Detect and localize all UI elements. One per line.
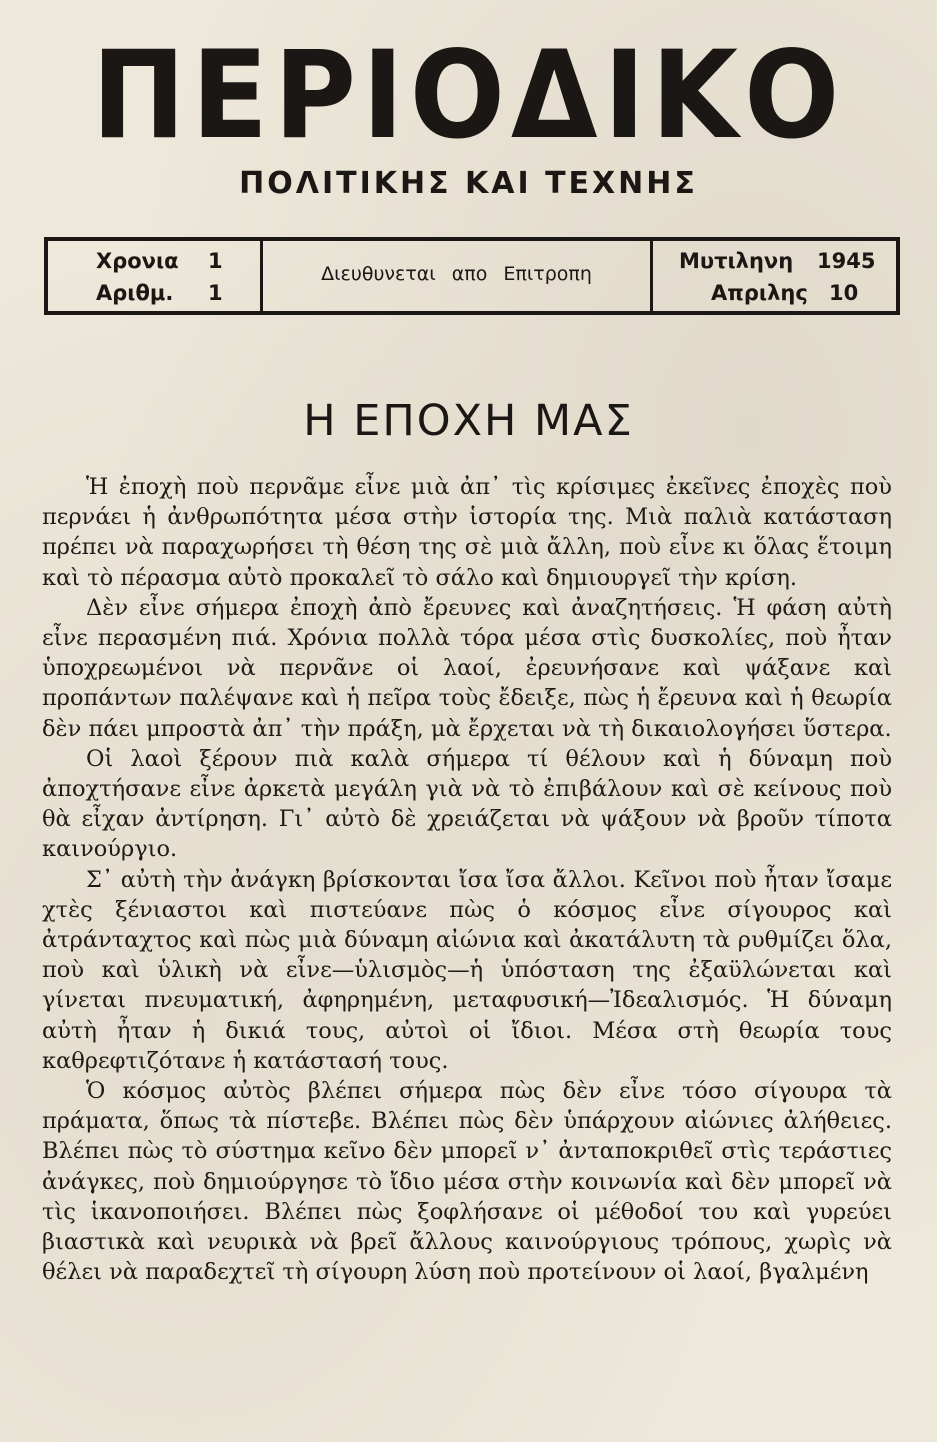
issue-year: 1945 [817, 249, 876, 273]
article-headline: Η ΕΠΟΧΗ ΜΑΣ [303, 396, 634, 446]
article-paragraph: Σ᾽ αὐτὴ τὴν ἀνάγκη βρίσκονται ἴσα ἴσα ἄλλοι. Κεῖνοι ποὺ ἦταν ἴσαμε χτὲς ξένιαστοι καὶ πιστεύανε πὼς ὁ κόσμος εἶνε σίγουρος καὶ ἀτράνταχτος καὶ πὼς μιὰ δύναμη αἰώνια καὶ ἀκατάλυτη τὰ ρυθμίζει ὅλα, ποὺ καὶ ὑλικὴ νὰ εἶνε—ὑλισμὸς—ἡ ὑπόσταση της ἐξαϋλώνεται καὶ γίνεται πνευματική, ἀφηρημένη, μεταφυσική—Ἰδεαλισμός. Ἡ δύναμη αὐτὴ ἦταν ἡ δικιά τους, αὐτοὶ οἱ ἴδιοι. Μέσα στὴ θεωρία τους καθρεφτιζότανε ἡ κατάστασή τους. [42, 866, 892, 1074]
number-label: Αριθμ. [96, 281, 174, 305]
place-date-cell [653, 241, 896, 311]
editorial-text: Διευθυνεται απο Επιτροπη [321, 263, 592, 285]
issue-day: 10 [829, 281, 859, 305]
year-value: 1 [208, 249, 223, 273]
article-paragraph: Ὁ κόσμος αὐτὸς βλέπει σήμερα πὼς δὲν εἶνε τόσο σίγουρα τὰ πράματα, ὅπως τὰ πίστεβε. Βλέπει πὼς δὲν ὑπάρχουν αἰώνιες ἀλήθειες. Βλέπει πὼς τὸ σύστημα κεῖνο δὲν μπορεῖ ν᾽ ἀνταποκριθεῖ στὶς τεράστιες ἀνάγκες, ποὺ δημιούργησε τὸ ἴδιο μέσα στὴν κοινωνία καὶ δὲν μπορεῖ νὰ τὶς ἱκανοποιήσει. Βλέπει πὼς ξοφλήσανε οἱ μέθοδοί του καὶ γυρεύει βιαστικὰ καὶ νευρικὰ νὰ βρεῖ ἄλλους καινούργιους τρόπους, χωρὶς νὰ θέλει νὰ παραδεχτεῖ τὴ σίγουρη λύση ποὺ προτείνουν οἱ λαοί, βγαλμένη [42, 1078, 892, 1286]
article-paragraph: Οἱ λαοὶ ξέρουν πιὰ καλὰ σήμερα τί θέλουν καὶ ἡ δύναμη ποὺ ἀποχτήσανε εἶνε ἀρκετὰ μεγάλη γιὰ νὰ τὸ ἐπιβάλουν καὶ σὲ κείνους ποὺ θὰ εἶχαν ἀντίρηση. Γι᾽ αὐτὸ δὲ χρειάζεται νὰ ψάξουν νὰ βροῦν τίποτα καινούργιο. [42, 745, 892, 863]
masthead-subtitle: ΠΟΛΙΤΙΚΗΣ ΚΑΙ ΤΕΧΝΗΣ [239, 166, 698, 201]
year-label: Χρονια [96, 249, 179, 273]
issue-volume-cell [48, 241, 263, 311]
issue-info-box [44, 237, 900, 315]
article-paragraph: Ἡ ἐποχὴ ποὺ περνᾶμε εἶνε μιὰ ἀπ᾽ τὶς κρίσιμες ἐκεῖνες ἐποχὲς ποὺ περνάει ἡ ἀνθρωπότητα μέσα στὴν ἱστορία της. Μιὰ παλιὰ κατάσταση πρέπει νὰ παραχωρήσει τὴ θέση της σὲ μιὰ ἄλλη, ποὺ εἶνε κι ὅλας ἕτοιμη καὶ τὸ πέρασμα αὐτὸ προκαλεῖ τὸ σάλο καὶ δημιουργεῖ τὴν κρίση. [42, 474, 892, 591]
city-name: Μυτιληνη [679, 249, 794, 273]
number-value: 1 [208, 281, 223, 305]
article-body [42, 472, 892, 1287]
masthead-title: ΠΕΡΙΟΔΙΚΟ [91, 25, 846, 167]
article-paragraph: Δὲν εἶνε σήμερα ἐποχὴ ἀπὸ ἔρευνες καὶ ἀναζητήσεις. Ἡ φάση αὐτὴ εἶνε περασμένη πιά. Χρόνια πολλὰ τόρα μέσα στὶς δυσκολίες, ποὺ ἦταν ὑποχρεωμένοι νὰ περνᾶνε οἱ λαοί, ἐρευνήσανε καὶ ψάξανε καὶ προπάντων παλέψανε καὶ ἡ πεῖρα τοὺς ἔδειξε, πὼς ἡ ἔρευνα καὶ ἡ θεωρία δὲν πάει μπροστὰ ἀπ᾽ τὴν πράξη, μὰ ἔρχεται νὰ τὴ δικαιολογήσει ὕστερα. [42, 594, 892, 742]
issue-month: Απριλης [711, 281, 808, 305]
editorial-cell [263, 241, 653, 311]
